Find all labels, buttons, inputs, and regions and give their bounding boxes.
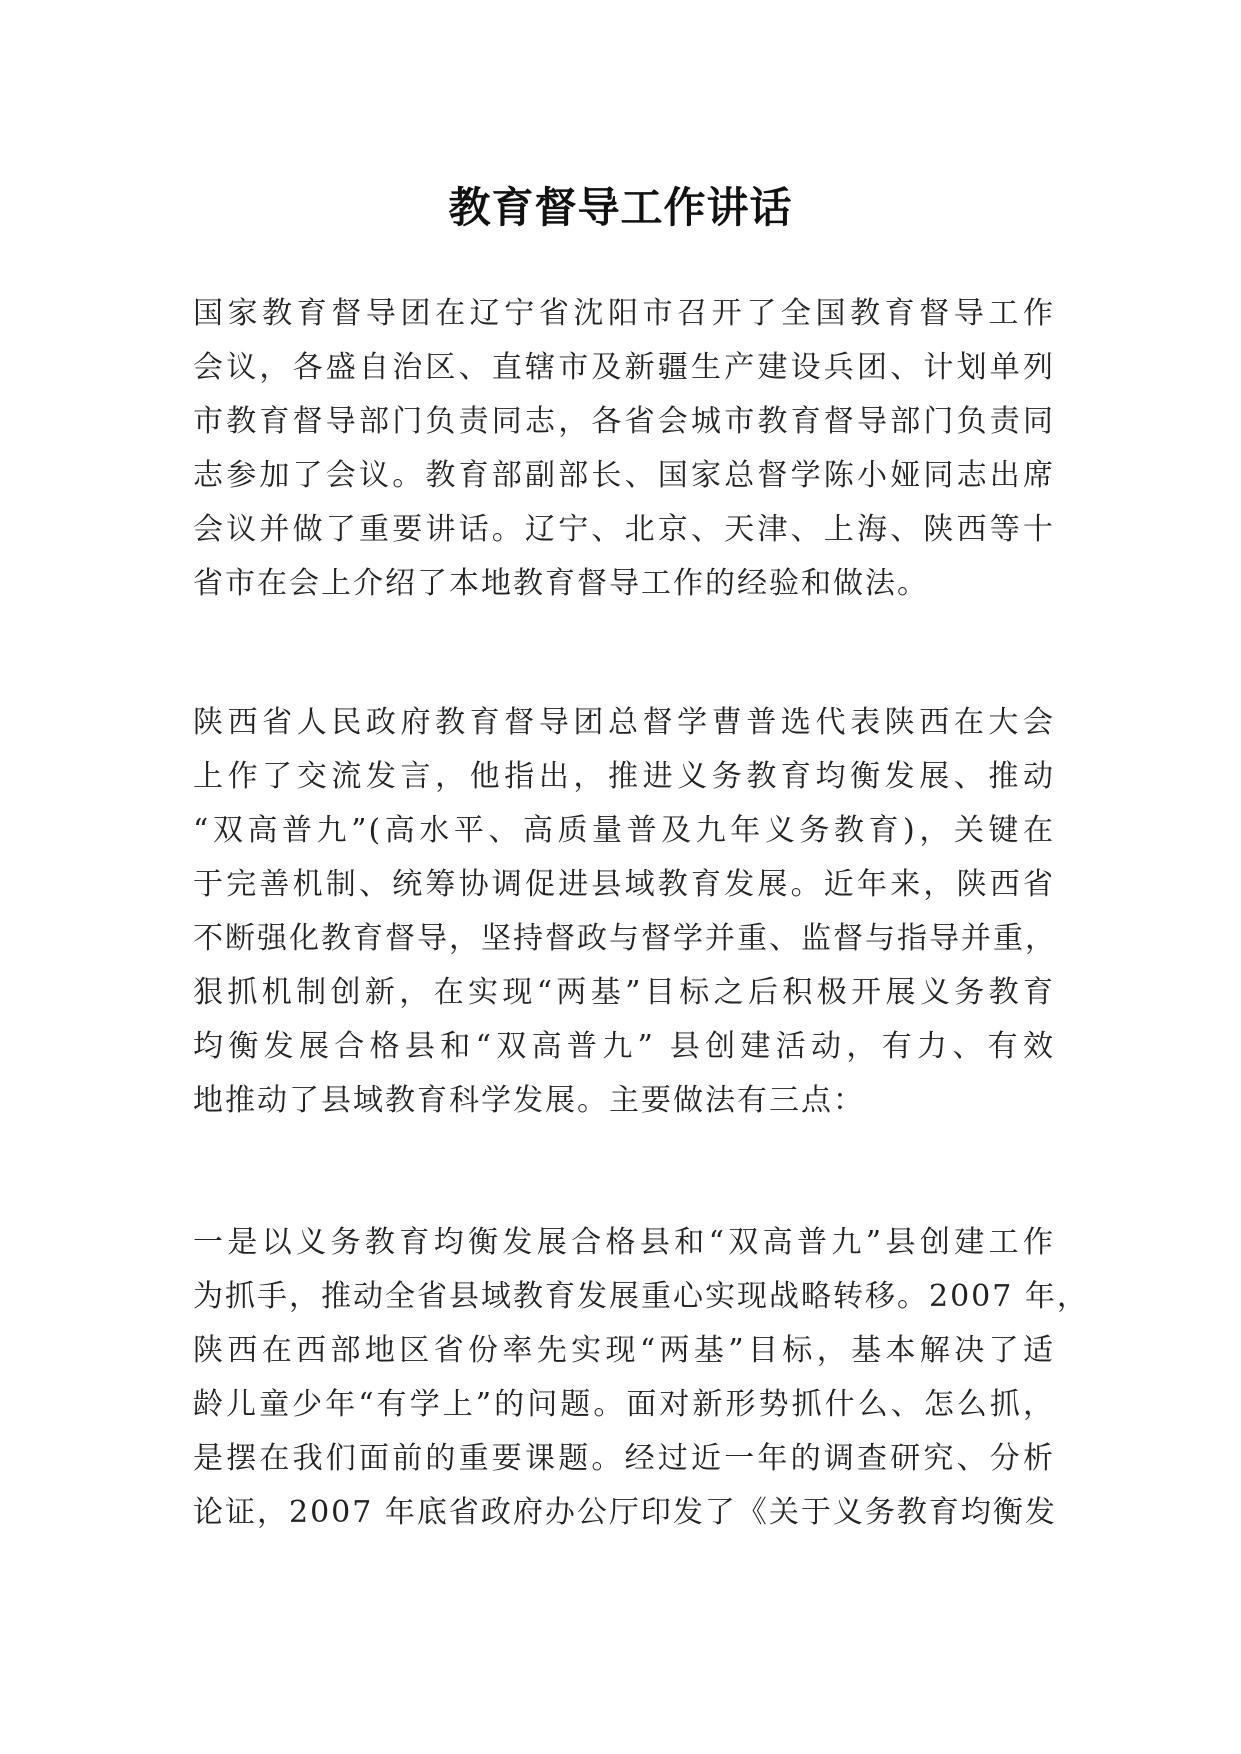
document-title: 教育督导工作讲话 xyxy=(448,183,793,233)
paragraph-line: 一是以义务教育均衡发展合格县和“双高普九”县创建工作 xyxy=(193,1225,1055,1260)
paragraph-meeting-intro xyxy=(193,287,1055,611)
paragraph-line: 陕西在西部地区省份率先实现“两基”目标，基本解决了适 xyxy=(193,1333,1055,1368)
paragraph-line: 于完善机制、统筹协调促进县域教育发展。近年来，陕西省 xyxy=(193,867,1055,902)
paragraph-line: 为抓手，推动全省县域教育发展重心实现战略转移。2007 年， xyxy=(193,1279,1089,1314)
paragraph-line: 省市在会上介绍了本地教育督导工作的经验和做法。 xyxy=(193,566,929,601)
paragraph-line: 上作了交流发言，他指出，推进义务教育均衡发展、推动 xyxy=(193,759,1055,794)
paragraph-line: 会议并做了重要讲话。辽宁、北京、天津、上海、陕西等十 xyxy=(193,512,1055,547)
paragraph-line: 均衡发展合格县和“双高普九” 县创建活动，有力、有效 xyxy=(193,1029,1055,1064)
paragraph-line: “双高普九”(高水平、高质量普及九年义务教育)，关键在 xyxy=(193,813,1055,848)
paragraph-point-one xyxy=(193,1216,1089,1540)
paragraph-line: 狠抓机制创新，在实现“两基”目标之后积极开展义务教育 xyxy=(193,975,1055,1010)
paragraph-line: 市教育督导部门负责同志，各省会城市教育督导部门负责同 xyxy=(193,404,1055,439)
paragraph-line: 志参加了会议。教育部副部长、国家总督学陈小娅同志出席 xyxy=(193,458,1055,493)
paragraph-line: 论证，2007 年底省政府办公厅印发了《关于义务教育均衡发 xyxy=(193,1495,1057,1530)
paragraph-shaanxi-speech xyxy=(193,696,1055,1128)
paragraph-line: 陕西省人民政府教育督导团总督学曹普选代表陕西在大会 xyxy=(193,705,1055,740)
paragraph-line: 不断强化教育督导，坚持督政与督学并重、监督与指导并重， xyxy=(193,921,1057,956)
paragraph-line: 地推动了县域教育科学发展。主要做法有三点： xyxy=(193,1083,865,1118)
paragraph-line: 龄儿童少年“有学上”的问题。面对新形势抓什么、怎么抓， xyxy=(193,1387,1055,1422)
paragraph-line: 是摆在我们面前的重要课题。经过近一年的调查研究、分析 xyxy=(193,1441,1055,1476)
paragraph-line: 会议，各盛自治区、直辖市及新疆生产建设兵团、计划单列 xyxy=(193,350,1055,385)
paragraph-line: 国家教育督导团在辽宁省沈阳市召开了全国教育督导工作 xyxy=(193,296,1055,331)
